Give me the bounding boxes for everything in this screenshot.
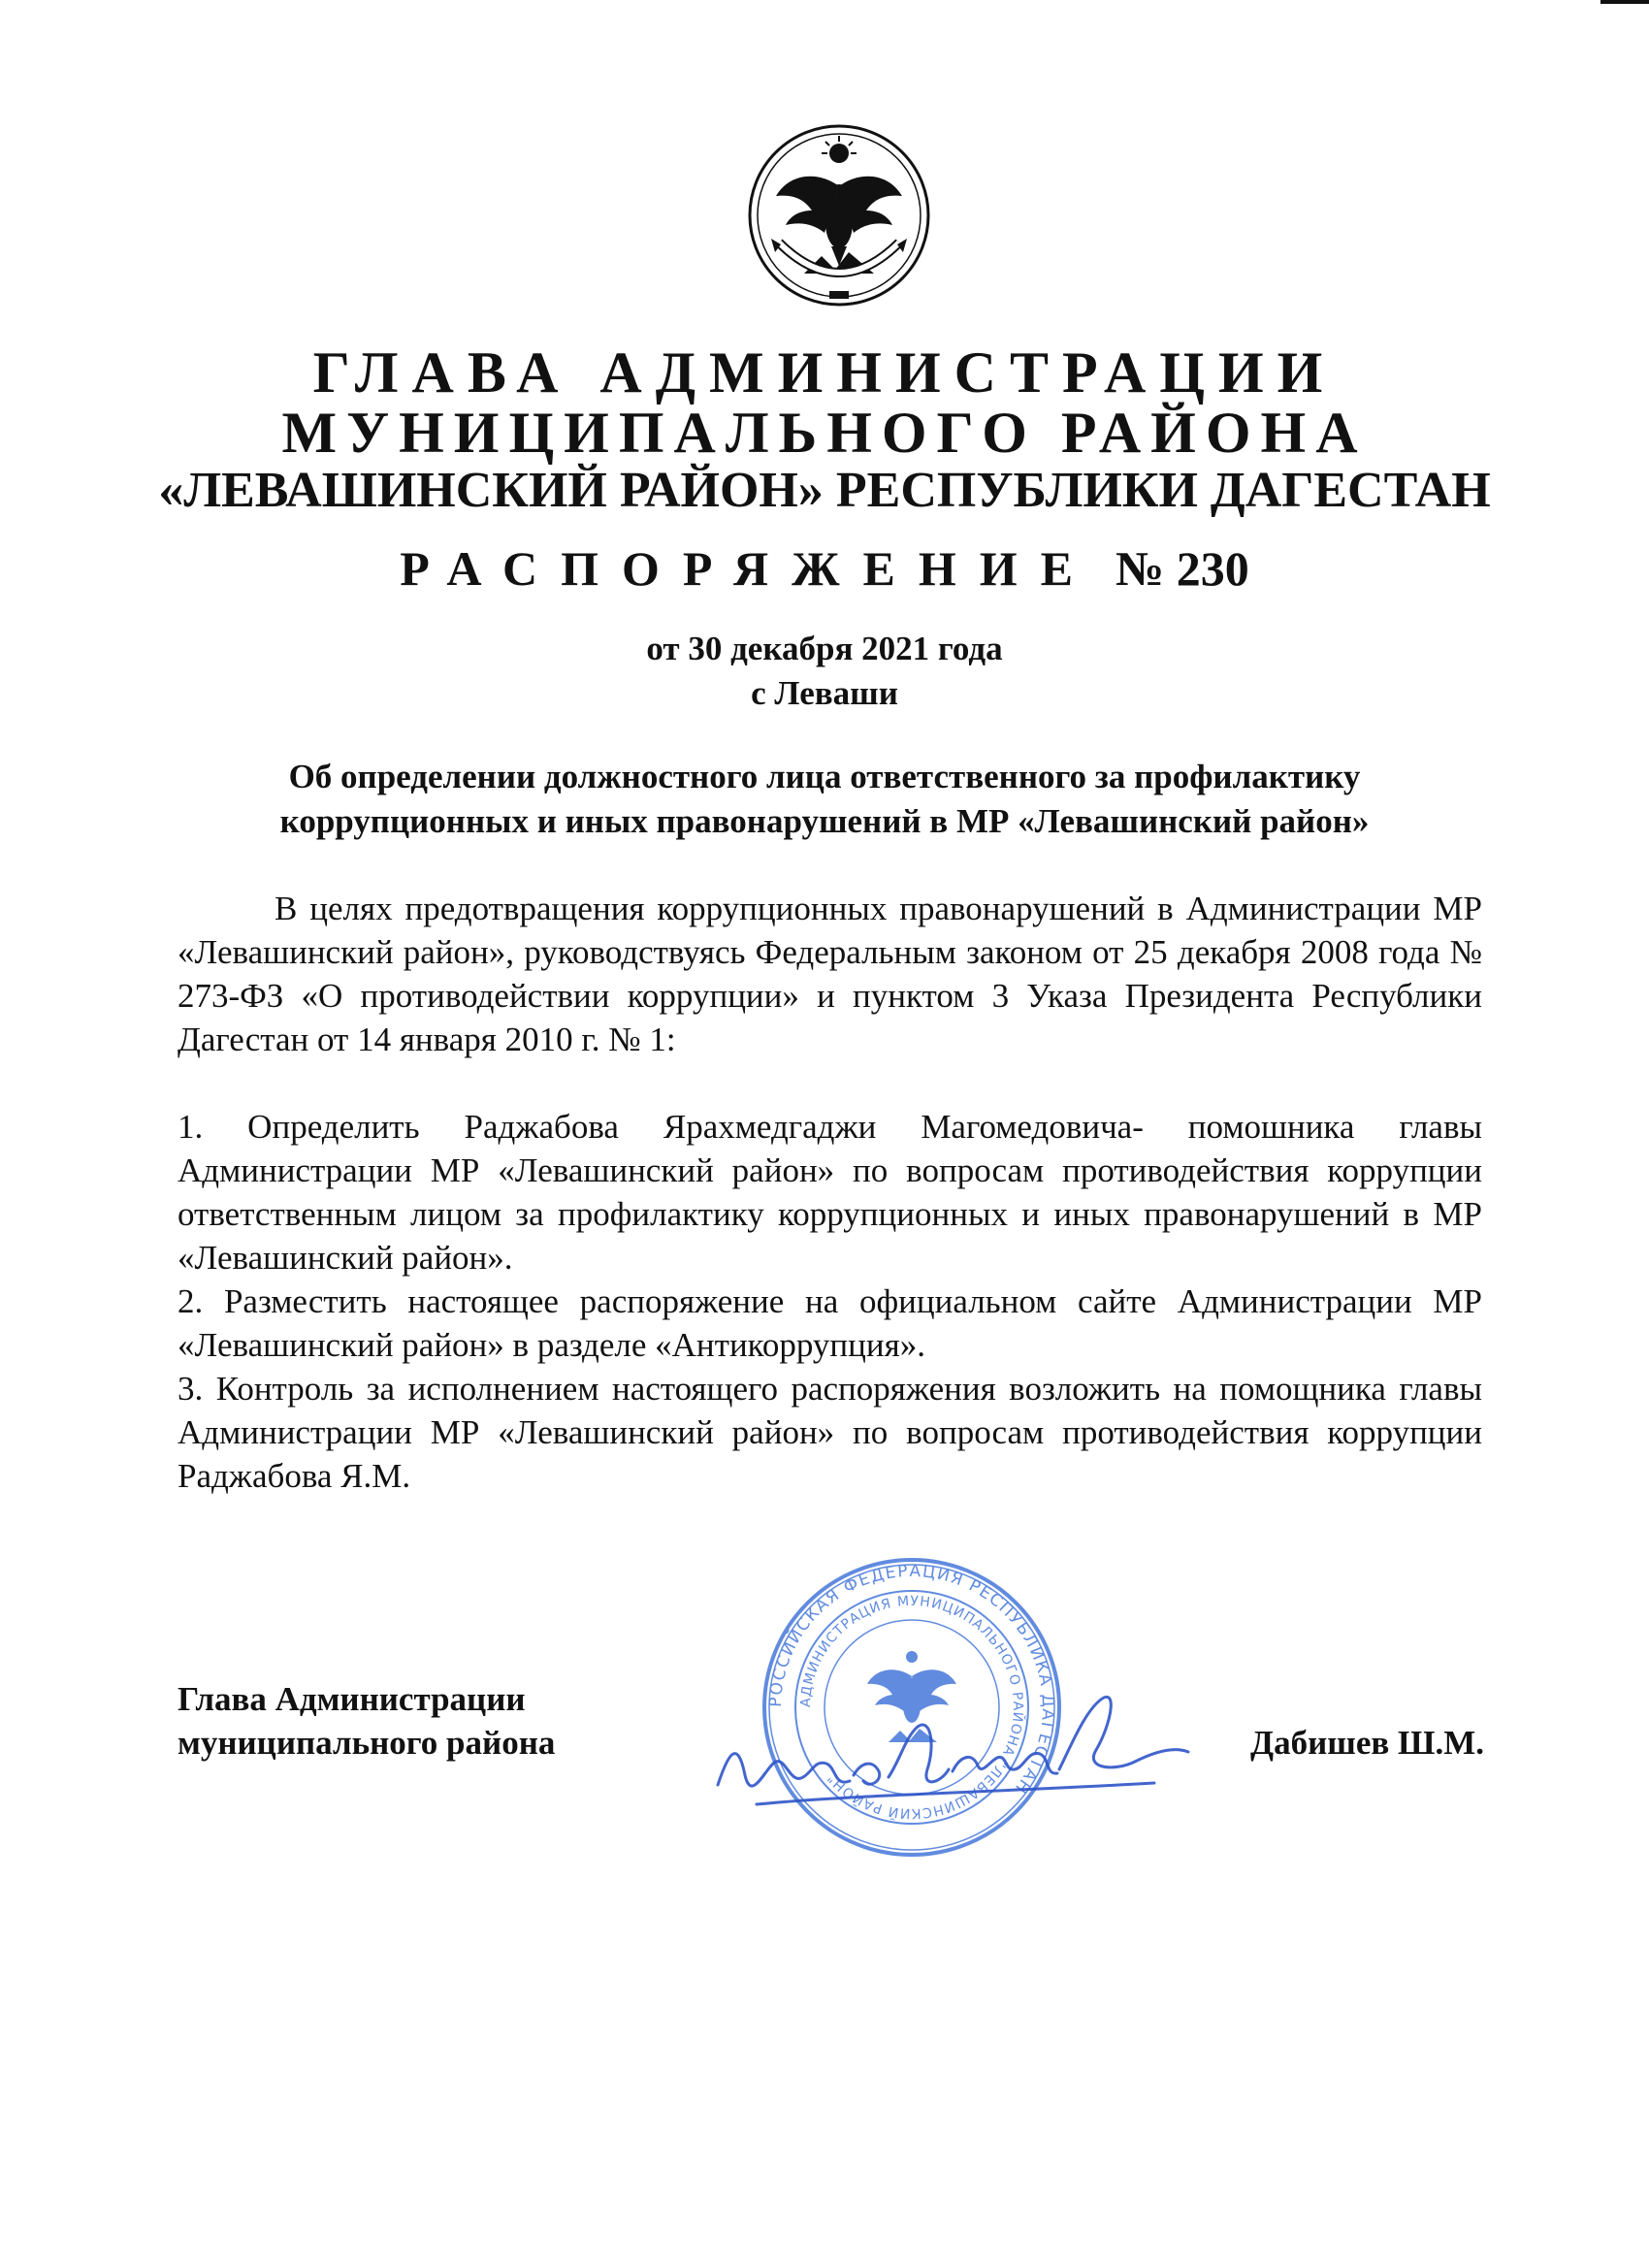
seal-outer-text: РОССИЙСКАЯ ФЕДЕРАЦИЯ РЕСПУБЛИКА ДАГЕСТАН [765,1561,1058,1798]
order-date: от 30 декабря 2021 года [646,630,1003,667]
order-subject [146,755,1504,844]
seal-inner-text: АДМИНИСТРАЦИЯ МУНИЦИПАЛЬНОГО РАЙОНА "ЛЕВАШИНСКИЙ РАЙОН" [797,1593,1026,1822]
handwritten-signature-icon [698,1669,1203,1843]
signatory-name: Дабишев Ш.М. [1250,1724,1484,1762]
body-item-1: 1. Определить Раджабова Ярахмедгаджи Магомедовича- помошника главы Администрации МР «Левашинский район» по вопросам противодействия коррупции ответственным лицом за профилактику коррупционных и иных правонарушений в МР «Левашинский район». [178,1108,1482,1277]
subject-line-1: Об определении должностного лица ответственного за профилактику [288,758,1361,795]
subject-line-2: коррупционных и иных правонарушений в МР «Левашинский район» [279,802,1370,840]
body-intro: В целях предотвращения коррупционных правонарушений в Администрации МР «Левашинский район», руководствуясь Федеральным законом от 25 декабря 2008 года № 273-ФЗ «О противодействии коррупции» и пунктом 3 Указа Президента Республики Дагестан от 14 января 2010 г. № 1: [178,890,1482,1058]
date-block [146,627,1504,716]
order-heading [146,539,1504,598]
header-line-2: МУНИЦИПАЛЬНОГО РАЙОНА [281,401,1368,465]
body-item-2: 2. Разместить настоящее распоряжение на официальном сайте Администрации МР «Левашинский район» в разделе «Антикоррупция». [178,1282,1482,1364]
scan-edge-mark [1600,0,1649,4]
order-title: РАСПОРЯЖЕНИЕ [400,541,1096,596]
order-number: № 230 [1116,541,1249,596]
order-place: с Леваши [751,674,898,712]
signatory-position-line-2: муниципального района [178,1724,556,1762]
header-line-1: ГЛАВА АДМИНИСТРАЦИИ [312,340,1337,405]
paragraph-spacer [178,1061,1482,1105]
body-item-3: 3. Контроль за исполнением настоящего распоряжения возложить на помощника главы Администрации МР «Левашинский район» по вопросам противодействия коррупции Раджабова Я.М. [178,1370,1482,1495]
signatory-position [178,1677,760,1765]
coat-of-arms-icon [742,118,936,312]
header-line-3: «ЛЕВАШИНСКИЙ РАЙОН» РЕСПУБЛИКИ ДАГЕСТАН [158,463,1491,518]
order-body [178,887,1482,1498]
signatory-position-line-1: Глава Администрации [178,1680,526,1718]
